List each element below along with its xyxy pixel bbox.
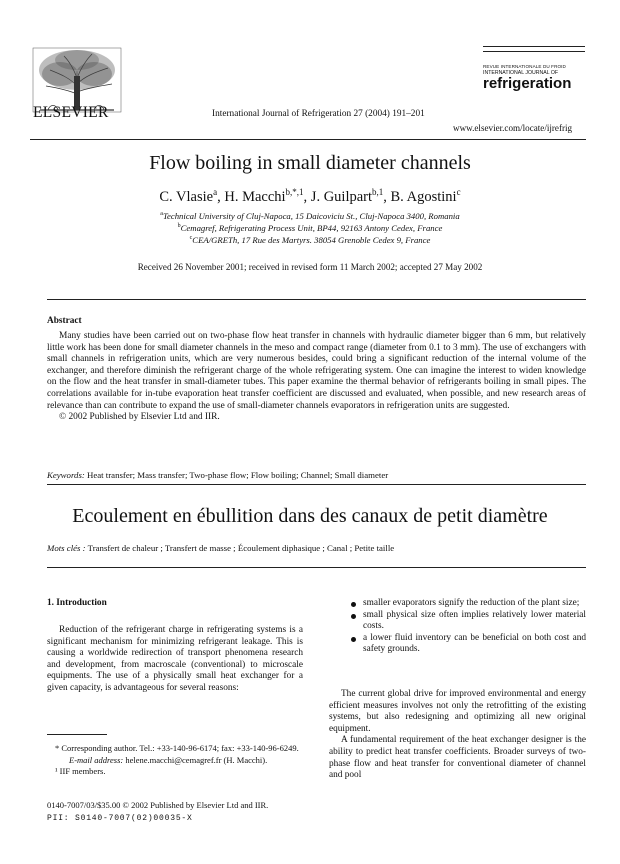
author: H. Macchi (224, 188, 286, 205)
keywords-label: Keywords: (47, 470, 85, 480)
french-title: Ecoulement en ébullition dans des canaux de petit diamètre (72, 505, 548, 527)
affiliation-text: Technical University of Cluj-Napoca, 15 Daicoviciu St., Cluj-Napoca 3400, Romania (162, 211, 460, 221)
author-list (0, 187, 620, 206)
french-keywords-label: Mots clés : (47, 543, 86, 553)
list-item-text: small physical size often implies relatively lower material costs. (363, 609, 586, 632)
abstract-divider (47, 299, 586, 300)
paragraph: The current global drive for improved environmental and energy efficient measures involves not only the retrofitting of the existing systems, but also redesigning and optimizing all new original equipment. (329, 689, 586, 734)
email-note (47, 755, 303, 767)
paragraph: A fundamental requirement of the heat exchanger designer is the ability to predict heat transfer coefficients. Broader surveys of two-phase flow and heat transfer for conventional diameter of channel and pool (329, 735, 586, 781)
masthead-rule-thin (483, 51, 585, 52)
keywords-text: Heat transfer; Mass transfer; Two-phase flow; Flow boiling; Channel; Small diameter (87, 470, 389, 480)
issn-line: 0140-7007/03/$35.00 © 2002 Published by Elsevier Ltd and IIR. (47, 800, 269, 810)
keywords (47, 470, 388, 480)
bullet-icon (351, 614, 356, 619)
masthead-subtitle-fr: REVUE INTERNATIONALE DU FROID (483, 64, 566, 69)
journal-url[interactable]: www.elsevier.com/locate/ijrefrig (453, 123, 573, 133)
corresponding-author-note: * Corresponding author. Tel.: +33-140-96-6174; fax: +33-140-96-6249. (55, 743, 299, 753)
affiliation (0, 211, 620, 221)
list-item (341, 633, 586, 656)
journal-citation: International Journal of Refrigeration 27 (2004) 191–201 (212, 109, 425, 119)
affiliation (0, 235, 620, 245)
author-separator: , (217, 188, 225, 205)
affiliation-text: Cemagref, Refrigerating Process Unit, BP44, 92163 Antony Cedex, France (180, 223, 443, 233)
footnotes (47, 743, 303, 778)
affiliation-marker: b (177, 223, 181, 230)
abstract-copyright: © 2002 Published by Elsevier Ltd and IIR. (59, 412, 220, 423)
members-note: ¹ IIF members. (55, 766, 106, 776)
list-item (341, 610, 586, 633)
masthead-rule (483, 46, 585, 47)
article-title: Flow boiling in small diameter channels (149, 152, 471, 174)
author-separator: , (383, 188, 391, 205)
footnote-divider (47, 734, 107, 735)
keywords-divider (47, 484, 586, 485)
author-separator: , (303, 188, 311, 205)
list-item (341, 598, 586, 610)
affiliation-marker: a (160, 211, 163, 218)
abstract-heading: Abstract (47, 316, 82, 326)
publication-info (47, 799, 268, 825)
masthead-title: refrigeration (483, 75, 572, 92)
body-divider (47, 567, 586, 568)
abstract-body (47, 331, 586, 424)
author: J. Guilpart (310, 188, 373, 205)
bullet-icon (351, 602, 356, 607)
header-divider (30, 139, 586, 140)
author: C. Vlasie (159, 188, 214, 205)
author-affiliation-marker: b,*,1 (285, 187, 304, 197)
list-item-text: smaller evaporators signify the reduction of the plant size; (363, 598, 580, 608)
right-column-text (329, 689, 586, 782)
author: B. Agostini (390, 188, 457, 205)
masthead-subtitle-en: INTERNATIONAL JOURNAL OF (483, 70, 559, 76)
french-keywords-text: Transfert de chaleur ; Transfert de masse ; Écoulement diphasique ; Canal ; Petite taille (87, 543, 395, 553)
bullet-icon (351, 637, 356, 642)
author-affiliation-marker: b,1 (372, 187, 384, 197)
french-keywords (47, 543, 394, 553)
affiliation-text: CEA/GRETh, 17 Rue des Martyrs. 38054 Grenoble Cedex 9, France (192, 235, 431, 245)
list-item-text: a lower fluid inventory can be beneficial on both cost and safety grounds. (363, 632, 586, 655)
intro-paragraph: Reduction of the refrigerant charge in refrigerating systems is a significant mechanism for minimizing refrigerant leakage. This is causing a worldwide redirection of transport phenomena research and development, from macroscale (conventional) to microscale equipments. The use of a physically small heat exchanger for a given capacity, is advantageous for several reasons: (47, 625, 303, 693)
email-address[interactable]: helene.macchi@cemagref.fr (H. Macchi). (125, 754, 268, 765)
section-heading: 1. Introduction (47, 598, 107, 608)
reasons-list (341, 598, 586, 656)
author-affiliation-marker: c (456, 187, 461, 197)
journal-masthead (483, 46, 585, 92)
publisher-name: ELSEVIER (33, 104, 109, 121)
email-label: E-mail address: (69, 754, 124, 765)
author-affiliation-marker: a (213, 187, 218, 197)
pii-line: PII: S0140-7007(02)00035-X (47, 814, 193, 823)
received-dates: Received 26 November 2001; received in revised form 11 March 2002; accepted 27 May 2002 (137, 262, 483, 272)
affiliation (0, 223, 620, 233)
abstract-text: Many studies have been carried out on two-phase flow heat transfer in channels with hydraulic diameter bigger than 6 mm, but relatively little work has been done for small diameter channels in the meso and compact range (diameter from 0.1 to 3 mm). The use of exchangers with small channels in refrigeration units, which are very numerous besides, could bring a significant reduction of the internal volume of the exchanger, and therefore diminish the refrigerant charge of the whole refrigerating system. One can imagine the interest to widen knowledge on the flow and the heat transfer in small-diameter tubes. This paper examine the thermal behavior of refrigerants boiling in small pipes. The correlations available for in-tube evaporation heat transfer coefficient are discussed and evaluated, when possible, and new research areas of relevance than can contribute to expand the use of small-diameter channels evaporators in refrigeration units are suggested. (47, 331, 586, 411)
affiliation-marker: c (189, 235, 193, 242)
